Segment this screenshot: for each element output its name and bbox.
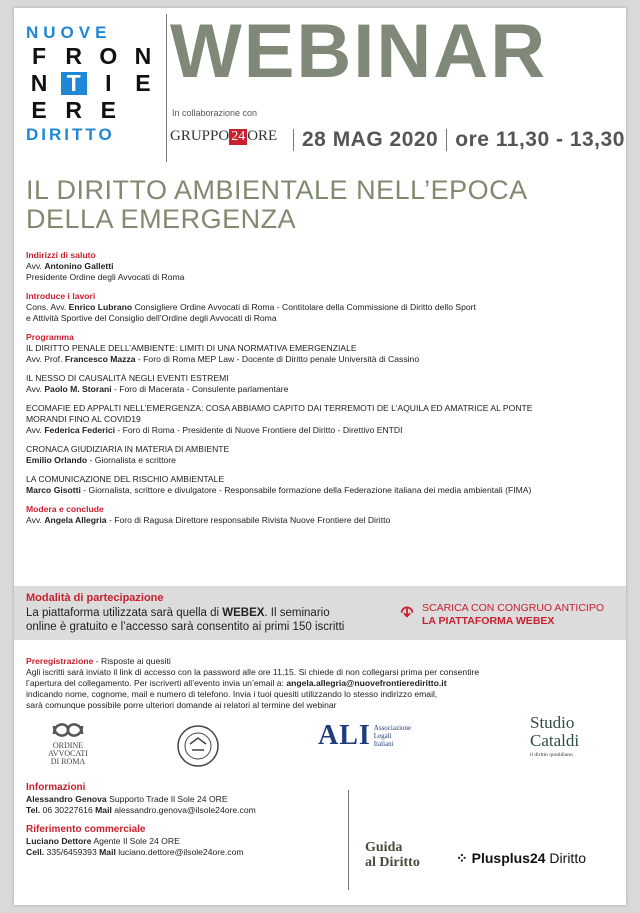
gruppo24ore-logo	[170, 128, 277, 145]
cataldi-tagline: il diritto quotidiano	[530, 752, 573, 758]
commercial-block	[26, 824, 346, 858]
webinar-heading: WEBINAR	[170, 9, 548, 94]
ali-logo	[318, 720, 411, 752]
talk-speaker: Avv. Federica Federici - Foro di Roma - Presidente di Nuove Frontiere del Diritto - Direttivo ENTDI	[26, 425, 403, 435]
info-mail-link[interactable]: alessandro.genova@ilsole24ore.com	[111, 805, 256, 815]
nuove-frontiere-logo	[26, 24, 156, 143]
knot-icon	[50, 720, 86, 740]
contact-name: Luciano Dettore Agente Il Sole 24 ORE	[26, 836, 180, 846]
title-line: IL DIRITTO AMBIENTALE NELL’EPOCA	[26, 175, 528, 205]
prereg-line: l’apertura del collegamento. Per iscriverti all’evento invia un’email a: angela.allegria@nuovefrontierediritto.it	[26, 678, 447, 688]
program-section	[26, 250, 606, 534]
programma-block	[26, 332, 606, 496]
talk-item	[26, 444, 606, 466]
logo-letter: I	[105, 70, 112, 96]
event-date: 28 MAG 2020	[302, 128, 439, 151]
logo-letter: E	[31, 97, 47, 123]
preregistration-section	[26, 656, 606, 711]
talk-title: LA COMUNICAZIONE DEL RISCHIO AMBIENTALE	[26, 474, 225, 484]
modera-block	[26, 504, 606, 526]
seal-icon	[176, 724, 220, 768]
prereg-line: Agli iscritti sarà inviato il link di accesso con la password alle ore 11,15. Si chiede di non collegarsi prima per consentire	[26, 667, 480, 677]
gruppo-ore: ORE	[247, 128, 278, 144]
cataldi-text: Studio	[530, 713, 575, 732]
cataldi-text: Cataldi	[530, 731, 580, 750]
logo-row-2	[26, 72, 156, 95]
talk-title: IL NESSO DI CAUSALITÀ NEGLI EVENTI ESTREMI	[26, 373, 229, 383]
logo-letter: E	[135, 70, 151, 96]
section-label: Modera e conclude	[26, 504, 104, 514]
speaker-role: Presidente Ordine degli Avvocati di Roma	[26, 272, 185, 282]
logo-letter: T	[61, 72, 87, 95]
studio-cataldi-logo	[530, 714, 598, 774]
prereg-line: indicando nome, cognome, mail e numero di telefono. Invia i tuoi quesiti utilizzando lo stesso indirizzo email,	[26, 689, 438, 699]
talk-speaker: Avv. Paolo M. Storani - Foro di Macerata - Consulente parlamentare	[26, 384, 289, 394]
speaker-line: Cons. Avv. Enrico Lubrano Consigliere Ordine Avvocati di Roma - Contitolare della Commissione di Diritto dello Sport	[26, 302, 476, 312]
participation-text: La piattaforma utilizzata sarà quella di WEBEX. Il seminario online è gratuito e l’accesso sarà consentito ai primi 150 iscritti	[26, 607, 345, 633]
logo-letter	[130, 99, 156, 122]
speaker-line: Avv. Angela Allegria - Foro di Ragusa Direttore responsabile Rivista Nuove Frontiere del Diritto	[26, 515, 391, 525]
logo-letter: R	[65, 43, 82, 69]
contact-details: Cell. 335/6459393 Mail luciano.dettore@ilsole24ore.com	[26, 847, 244, 857]
date-time-bar	[285, 128, 625, 152]
logo-row-1	[26, 45, 156, 68]
ordine-text: AVVOCATI	[48, 749, 88, 758]
talk-title: ECOMAFIE ED APPALTI NELL’EMERGENZA: COSA ABBIAMO CAPITO DAI TERREMOTI DE L’AQUILA ED AMATRICE AL PONTE	[26, 403, 533, 413]
download-line-1: SCARICA CON CONGRUO ANTICIPO	[422, 602, 605, 614]
ordine-avvocati-logo	[38, 720, 98, 766]
logo-letter: R	[65, 97, 82, 123]
logo-letter: F	[31, 43, 47, 69]
guida-text: Guida	[365, 840, 403, 855]
talk-title: IL DIRITTO PENALE DELL’AMBIENTE: LIMITI DI UNA NORMATIVA EMERGENZIALE	[26, 343, 357, 353]
contact-details: Tel. 06 30227616 Mail alessandro.genova@ilsole24ore.com	[26, 805, 256, 815]
introduce-block	[26, 291, 606, 324]
download-webex-link[interactable]	[400, 602, 604, 628]
talk-speaker: Avv. Prof. Francesco Mazza - Foro di Roma MEP Law - Docente di Diritto penale Università di Cassino	[26, 354, 420, 364]
logo-letter: N	[30, 70, 48, 96]
speaker-line: Avv. Antonino Galletti	[26, 261, 114, 271]
talk-speaker: Marco Gisotti - Giornalista, scrittore e divulgatore - Responsabile formazione della Federazione italiana dei media ambientali (FIMA)	[26, 485, 532, 495]
download-icon	[398, 602, 416, 620]
ali-subtitle: Associazione Legali Italiani	[373, 724, 412, 748]
logo-nuove: NUOVE	[26, 23, 112, 42]
gruppo-text: GRUPPO	[170, 128, 230, 144]
footer-contacts	[26, 782, 346, 866]
talk-title: CRONACA GIUDIZIARIA IN MATERIA DI AMBIENTE	[26, 444, 230, 454]
download-line-2: LA PIATTAFORMA WEBEX	[422, 615, 555, 627]
logo-row-3	[26, 99, 156, 122]
ordine-text: DI ROMA	[50, 757, 86, 766]
participation-band	[14, 586, 626, 640]
contact-name: Alessandro Genova Supporto Trade Il Sole 24 ORE	[26, 794, 228, 804]
gruppo-24: 24	[231, 129, 246, 144]
saluto-block	[26, 250, 606, 283]
collab-text: In collaborazione con	[172, 108, 258, 118]
comm-mail-link[interactable]: luciano.dettore@ilsole24ore.com	[115, 847, 244, 857]
event-title	[26, 176, 596, 234]
prereg-email-link[interactable]: angela.allegria@nuovefrontierediritto.it	[286, 678, 447, 688]
talk-item	[26, 373, 606, 395]
title-line: DELLA EMERGENZA	[26, 204, 297, 234]
header-divider	[166, 14, 167, 162]
prereg-line: sarà comunque possibile porre ulteriori domande ai relatori al termine del webinar	[26, 700, 337, 710]
talk-title-cont: MORANDI FINO AL COVID19	[26, 414, 141, 424]
talk-item	[26, 403, 606, 436]
prereg-heading: Preregistrazione - Risposte ai quesiti	[26, 656, 171, 666]
plusplus24-logo: ⁘ Plusplus24 Diritto	[456, 850, 586, 866]
footer-divider	[348, 790, 349, 890]
logo-letter: N	[134, 43, 152, 69]
info-block	[26, 782, 346, 816]
divider	[293, 129, 294, 151]
section-label: Programma	[26, 332, 74, 342]
section-label: Riferimento commerciale	[26, 824, 146, 835]
section-label: Modalità di partecipazione	[26, 592, 164, 604]
logo-diritto: DIRITTO	[26, 125, 115, 144]
section-label: Informazioni	[26, 782, 86, 793]
logo-letter: E	[100, 97, 116, 123]
event-time: ore 11,30 - 13,30	[455, 128, 625, 151]
guida-al-diritto-logo	[365, 840, 420, 870]
logo-letter: O	[99, 43, 118, 69]
divider	[446, 129, 447, 151]
plus-icon: ⁘	[456, 850, 468, 866]
section-label: Introduce i lavori	[26, 291, 96, 301]
seal-logo	[176, 724, 220, 773]
ordine-text: ORDINE	[52, 741, 84, 750]
guida-text: al Diritto	[365, 855, 420, 870]
talk-item	[26, 474, 606, 496]
speaker-role: e Attività Sportive del Consiglio dell’Ordine degli Avvocati di Roma	[26, 313, 277, 323]
section-label: Indirizzi di saluto	[26, 250, 96, 260]
talk-speaker: Emilio Orlando - Giornalista e scrittore	[26, 455, 176, 465]
talk-item	[26, 343, 606, 365]
ali-mark: ALI	[318, 720, 371, 751]
